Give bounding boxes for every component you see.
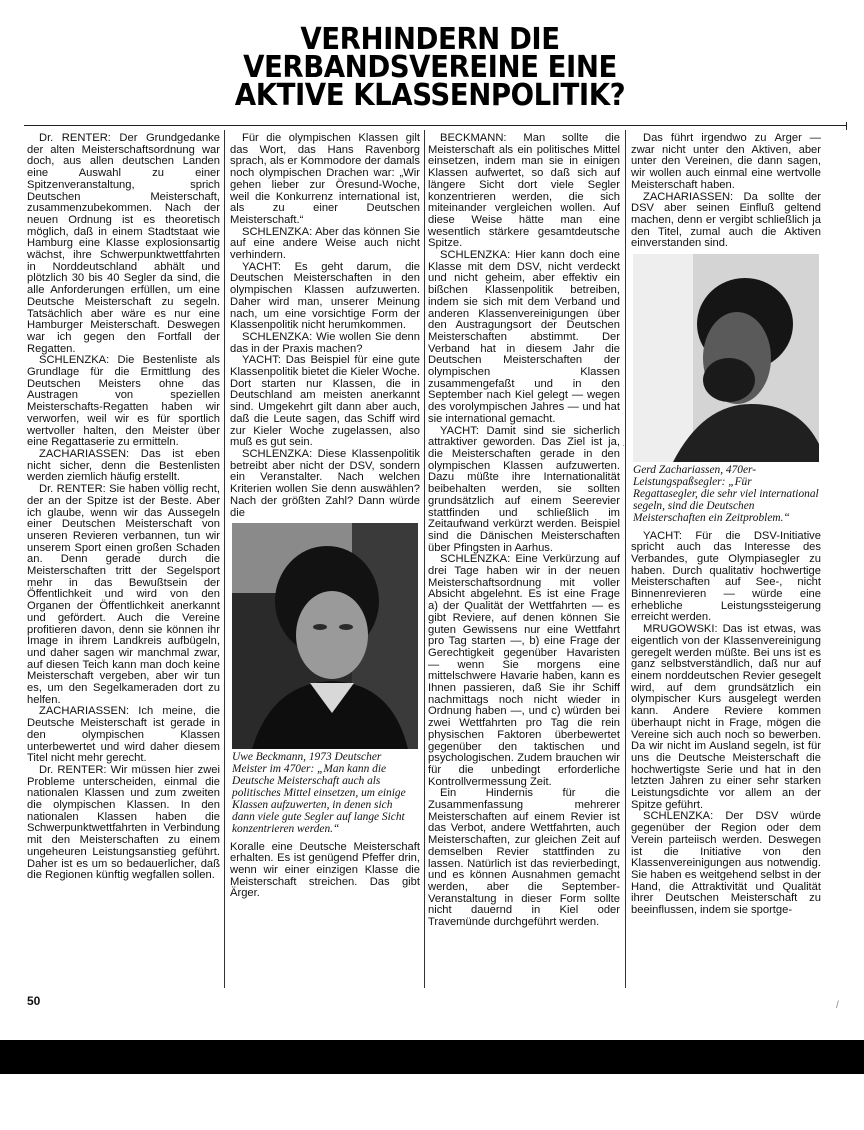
paragraph: Dr. RENTER: Wir müssen hier zwei Probleme unterscheiden, einmal die nationalen Klassen und zum zweiten die olympischen Klassen. In den nationalen Klassen haben die Schwerpunktwettfahrten in Verbindung mit den Meisterschaften zu einem ungeheuren Leistungsanstieg geführt. Daher ist es um so bedauerlicher, daß die Regionen künftig wegfallen sollen.	[27, 763, 220, 882]
paragraph: SCHLENZKA: Wie wollen Sie denn das in der Praxis machen?	[230, 330, 420, 355]
column-divider	[224, 130, 225, 988]
paragraph: SCHLENZKA: Aber das können Sie auf eine andere Weise auch nicht verhindern.	[230, 225, 420, 262]
article-column-3	[428, 133, 620, 988]
paragraph: Ein Hindernis für die Zusammenfassung mehrerer Meisterschaften auf einem Revier ist das Verbot, andere Wettfahrten, auch Meisterschaften, zur gleichen Zeit auf demselben Revier stattfinden zu lassen. Natürlich ist das revierbedingt, und es können Ausnahmen gemacht werden, aber die September-Veranstaltung in dieser Form sollte nicht dauernd in Kiel oder Travemünde durchgeführt werden.	[428, 787, 620, 929]
right-tick-mark	[846, 122, 847, 130]
paragraph: YACHT: Es geht darum, die Deutschen Meisterschaften in den olympischen Klassen aufzuwerten. Daher wird man, unserer Meinung nach, um eine vorsichtige Form der Klassenpolitik nicht herumkommen.	[230, 260, 420, 332]
article-column-2	[230, 133, 420, 988]
column-divider	[424, 130, 425, 988]
paragraph: SCHLENZKA: Eine Verkürzung auf drei Tage haben wir in der neuen Meisterschaftsordnung mit voller Absicht abgelehnt. Es ist eine Frage a) der Qualität der Wettfahrten — es gibt Reviere, auf denen können Sie guten Gewissens nur eine Wettfahrt pro Tag starten —, b) eine Frage der Gerechtigkeit gegenüber Havaristen — wenn Sie morgens eine mittelschwere Havarie haben, kann es Ihnen passieren, daß Sie ihr Schiff nachmittags noch nicht wieder in Ordnung haben —, und c) würden bei zwei Wettfahrten pro Tag die rein physischen Faktoren überbewertet gegenüber den taktischen und psychologischen. Zudem brauchen wir für die unbedingt erforderliche Kontrollvermessung Zeit.	[428, 553, 620, 788]
photo-caption: Uwe Beckmann, 1973 Deutscher Meister im 470er: „Man kann die Deutsche Meisterschaft auch als politisches Mittel einsetzen, um einige Klassen aufzuwerten, in denen sich dann viele gute Segler auf lange Sicht konzentrieren werden.“	[232, 751, 406, 835]
paragraph: MRUGOWSKI: Das ist etwas, was eigentlich von der Klassenvereinigung geregelt werden müßte. Bei uns ist es ganz selbstverständlich, daß nur auf einem norddeutschen Revier gesegelt wird, auf dem grundsätzlich ein olympischer Kurs ausgelegt werden kann. Andere Reviere kommen überhaupt nicht in Frage, mögen die Vereine sich auch noch so bewerben. Da wir nicht im Ausland segeln, ist für uns die Deutsche Meisterschaft die hochwertigste Serie und hat in den letzten Jahren zu einer sehr starken Leistungsdichte vor allem an der Spitze geführt.	[631, 623, 821, 811]
portrait-photo-zachariassen	[633, 254, 819, 462]
paragraph: Dr. RENTER: Sie haben völlig recht, der an der Spitze ist der Beste. Aber ich glaube, wenn wir das Aussegeln einer Deutschen Meisterschaft von unseren Revieren verbannen, tun wir unserem Sport einen großen Schaden an. Denn gerade durch die Meisterschaften tritt der Segelsport mehr in das Bewußtsein der Öffentlichkeit und wird von den Organen der Öffentlichkeit anerkannt und gefördert. Auch die Vereine profitieren davon, denn sie können ihr Image in ihrem Landkreis aufbügeln, und daher sagen wir manchmal zwar, auf diesen Teich kann man doch keine Meisterschaft vergeben, aber wir tun es, um den Segelkameraden dort zu helfen.	[27, 483, 220, 706]
photo-caption: Gerd Zachariassen, 470er-Leistungspaßsegler: „Für Regattasegler, die sehr viel international segeln, sind die Deutschen Meisterschaften ein Zeitproblem.“	[633, 464, 819, 524]
scan-edge-band	[0, 1040, 864, 1074]
margin-mark: /	[836, 1000, 839, 1011]
headline-line-3: AKTIVE KLASSENPOLITIK?	[234, 78, 626, 113]
paragraph: ZACHARIASSEN: Da sollte der DSV aber seinen Einfluß geltend machen, denn er vergibt schließlich ja den Titel, zumal auch die Aktiven einverstanden sind.	[631, 190, 821, 250]
article-column-1	[27, 133, 220, 988]
paragraph: Für die olympischen Klassen gilt das Wort, das Hans Ravenborg sprach, als er Kommodore der damals noch olympischen Drachen war: „Wir gehen lieber zur Öresund-Woche, weil die Konkurrenz international ist, als zu einer Deutschen Meisterschaft.“	[230, 133, 420, 226]
paragraph: ZACHARIASSEN: Ich meine, die Deutsche Meisterschaft ist gerade in den olympischen Klassen unterbewertet und wird daher diesem Titel nicht mehr gerecht.	[27, 705, 220, 765]
paragraph: Das führt irgendwo zu Ärger — zwar nicht unter den Aktiven, aber unter den Vereinen, die dann sagen, wir wollen auch einmal eine wertvolle Meisterschaft haben.	[631, 133, 821, 191]
paragraph: SCHLENZKA: Die Bestenliste als Grundlage für die Ermittlung des Deutschen Meisters ohne das Austragen von speziellen Meisterschafts-Regatten haben wir verworfen, weil wir es für sportlich wertvoller halten, den Meister über eine Regattaserie zu ermitteln.	[27, 354, 220, 449]
page-number: 50	[27, 994, 41, 1008]
top-rule	[24, 125, 846, 126]
portrait-photo-beckmann	[232, 523, 418, 749]
paragraph: YACHT: Für die DSV-Initiative spricht auch das Interesse des Verbandes, gute Olympiasegler zu haben. Durch qualitativ hochwertige Meisterschaften auf See-, nicht Binnenrevieren — würde eine erhebliche Leistungssteigerung erreicht werden.	[631, 529, 821, 624]
paragraph: BECKMANN: Man sollte die Meisterschaft als ein politisches Mittel einsetzen, indem man sie in einigen Klassen aufwertet, so daß sich auf längere Sicht dort viele Segler konzentrieren werden, die sich miteinander vergleichen wollen. Auf diese Weise hätte man eine wesentlich stärkere gesamtdeutsche Spitze.	[428, 133, 620, 250]
paragraph: SCHLENZKA: Der DSV würde gegenüber der Region oder dem Verein parteiisch werden. Deswegen ist die Initiative von den Klassenvereinigungen aus notwendig. Sie haben es weitgehend selbst in der Hand, die Attraktivität und Qualität ihrer Deutschen Meisterschaft zu beeinflussen, indem sie sportge-	[631, 810, 821, 917]
margin-mark: ·	[622, 440, 626, 451]
headline-line-2: VERBANDSVEREINE EINE	[243, 50, 617, 85]
article-column-4	[631, 133, 821, 988]
column-divider	[625, 130, 626, 988]
paragraph: Koralle eine Deutsche Meisterschaft erhalten. Es ist genügend Pfeffer drin, wenn wir einer einzigen Klasse die Meisterschaft streichen. Das gibt Ärger.	[230, 840, 420, 900]
paragraph: YACHT: Damit sind sie sicherlich attraktiver geworden. Das Ziel ist ja, die Meisterschaften gerade in den olympischen Klassen aufzuwerten. Dazu müßte ihre Internationalität beibehalten werden, sie sollten grundsätzlich auf einem Seerevier stattfinden und schließlich im Zeitaufwand verkürzt werden. Beispiel sind die Dänischen Meisterschaften über Pfingsten in Aarhus.	[428, 424, 620, 554]
headline-line-1: VERHINDERN DIE	[300, 22, 560, 57]
paragraph: SCHLENZKA: Hier kann doch eine Klasse mit dem DSV, nicht verdeckt und nicht geheim, aber effektiv ein bißchen Klassenpolitik betreiben, indem sie sich mit dem Verband und anderen Klassenvereinigungen über den Austragungsort der Deutschen Meisterschaften abstimmt. Der Verband hat in diesem Jahr die Deutschen Meisterschaften der olympischen Klassen zusammengefaßt und in den September nach Kiel gelegt — wegen des vorolympischen Jahres — und hat sie international gemacht.	[428, 249, 620, 425]
paragraph: ZACHARIASSEN: Das ist eben nicht sicher, denn die Bestenlisten werden ziemlich häufig erstellt.	[27, 447, 220, 484]
paragraph: SCHLENZKA: Diese Klassenpolitik betreibt aber nicht der DSV, sondern ein Veranstalter. Nach welchen Kriterien wollen Sie denn auswählen? Nach der größten Zahl? Dann würde die	[230, 447, 420, 519]
paragraph: Dr. RENTER: Der Grundgedanke der alten Meisterschaftsordnung war doch, aus allen deutschen Landen eine Auswahl zu einer Spitzenveranstaltung, sprich Deutschen Meisterschaft, zusammenzubekommen. Nach der neuen Ordnung ist es theoretisch möglich, daß in einem Stadtstaat wie Hamburg eine Klasse explosionsartig wächst, ihre Schwerpunktwettfahrten in Norddeutschland abhält und plötzlich 30 bis 40 Segler da sind, die alle Anforderungen erfüllen, um eine Deutsche Meisterschaft zu segeln. Tatsächlich aber wäre es nur eine Hamburger Meisterschaft. Deswegen war ich gegen den Fortfall der Regatten.	[27, 133, 220, 355]
paragraph: YACHT: Das Beispiel für eine gute Klassenpolitik bietet die Kieler Woche. Dort starten nur Klassen, die in Deutschland am meisten anerkannt sind. Umgekehrt gilt dann aber auch, daß die Leute sagen, das Schiff wird zur Kieler Woche zugelassen, also muß es gut sein.	[230, 354, 420, 449]
headline	[172, 22, 687, 113]
